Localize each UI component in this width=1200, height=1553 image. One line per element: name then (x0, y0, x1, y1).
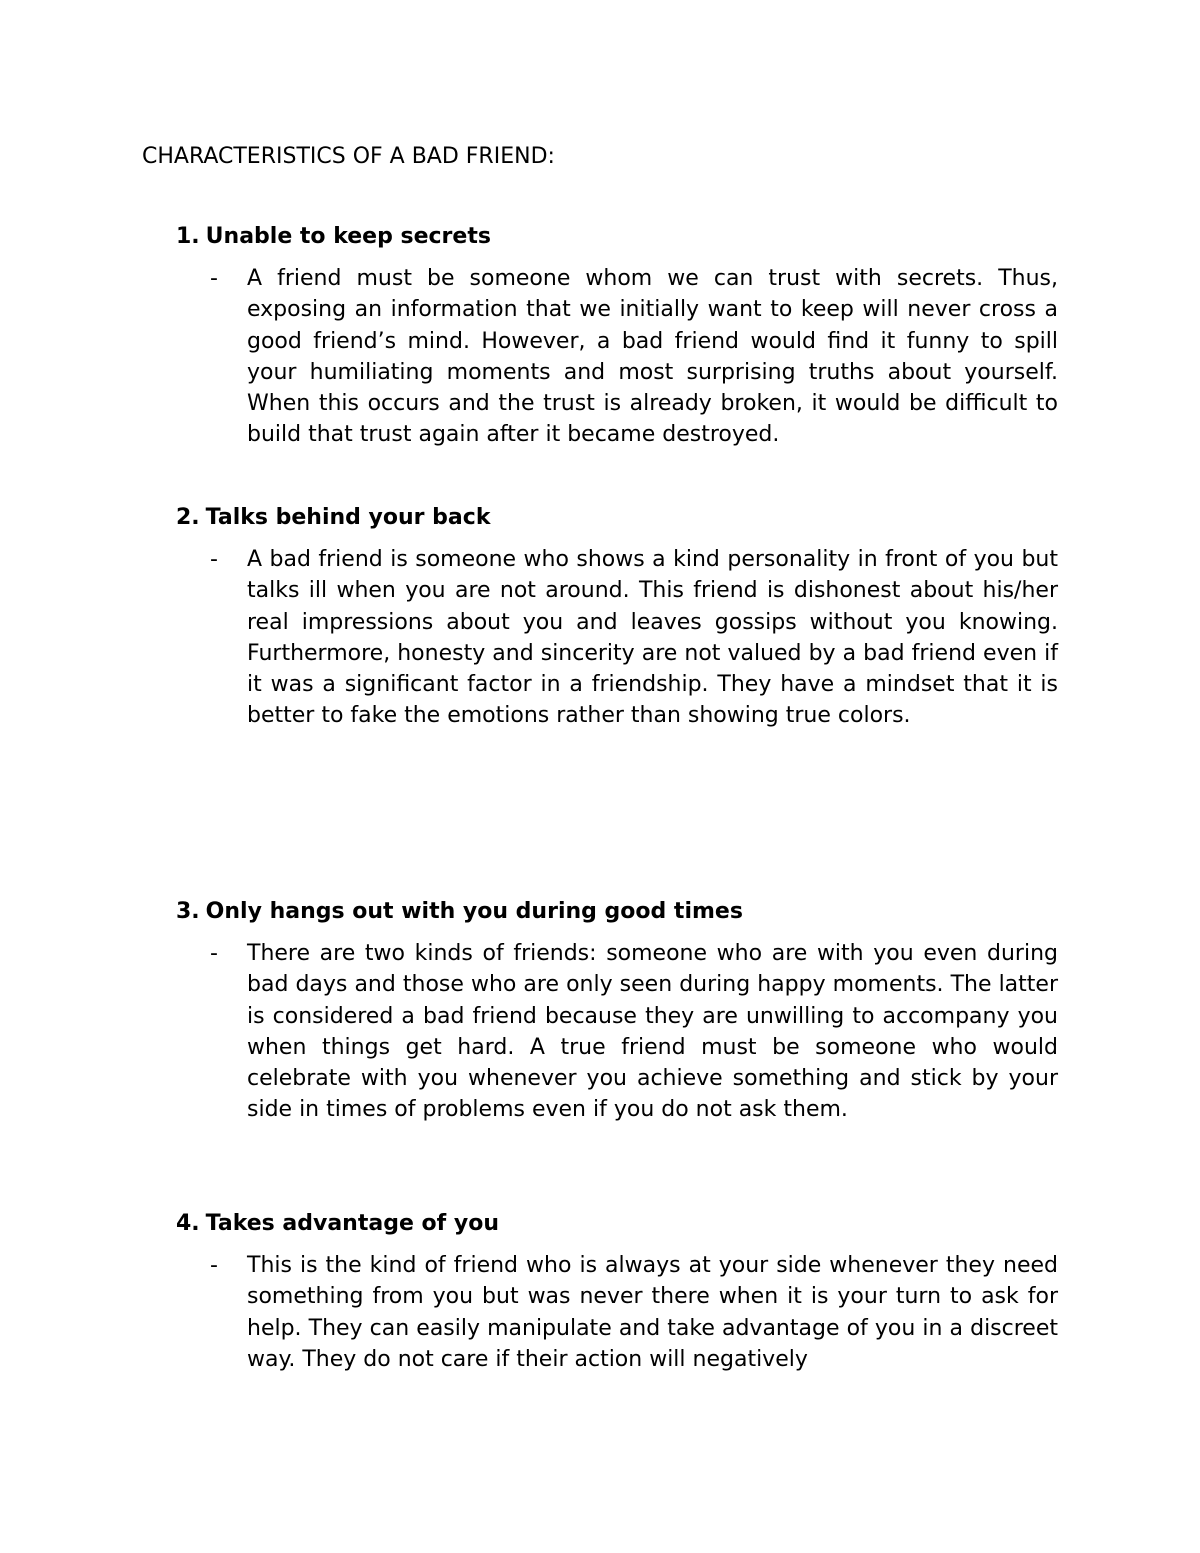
section-heading (176, 503, 490, 533)
bullet-dash: - (210, 1253, 218, 1278)
section-paragraph: There are two kinds of friends: someone who are with you even during bad days and those who are only seen during happy moments. The latter is considered a bad friend because they are unwilling to accompany you when things get hard. A true friend must be someone who would celebrate with you whenever you achieve something and stick by your side in times of problems even if you do not ask them. (247, 941, 1058, 1123)
section-paragraph: A friend must be someone whom we can trust with secrets. Thus, exposing an information that we initially want to keep will never cross a good friend’s mind. However, a bad friend would find it funny to spill your humiliating moments and most surprising truths about yourself. When this occurs and the trust is already broken, it would be difficult to build that trust again after it became destroyed. (247, 266, 1058, 448)
heading-text: Talks behind your back (205, 505, 491, 530)
section-heading (176, 897, 743, 927)
section-heading (176, 1209, 499, 1239)
list-number: 4. (176, 1211, 200, 1236)
section-paragraph: A bad friend is someone who shows a kind personality in front of you but talks ill when you are not around. This friend is dishonest about his/her real impressions about you and leaves gossips without you knowing. Furthermore, honesty and sincerity are not valued by a bad friend even if it was a significant factor in a friendship. They have a mindset that it is better to fake the emotions rather than showing true colors. (247, 547, 1058, 729)
section-paragraph: This is the kind of friend who is always at your side whenever they need something from you but was never there when it is your turn to ask for help. They can easily manipulate and take advantage of you in a discreet way. They do not care if their action will negatively (247, 1253, 1058, 1372)
heading-text: Only hangs out with you during good times (205, 899, 743, 924)
list-number: 3. (176, 899, 200, 924)
bullet-dash: - (210, 266, 218, 291)
heading-text: Takes advantage of you (205, 1211, 499, 1236)
list-number: 1. (176, 224, 200, 249)
bullet-dash: - (210, 941, 218, 966)
document-title: CHARACTERISTICS OF A BAD FRIEND: (142, 144, 555, 169)
heading-text: Unable to keep secrets (205, 224, 491, 249)
section-heading (176, 222, 491, 252)
bullet-dash: - (210, 547, 218, 572)
list-number: 2. (176, 505, 200, 530)
